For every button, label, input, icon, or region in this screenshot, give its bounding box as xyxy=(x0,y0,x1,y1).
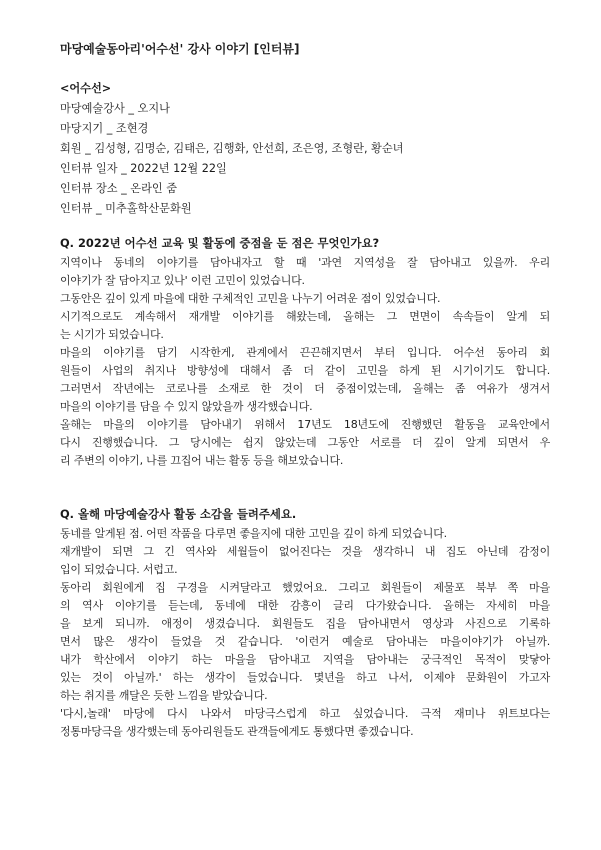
info-line-instructor: 마당예술강사 _ 오지나 xyxy=(60,102,170,115)
answer-line: 을 보게 되니까. 애정이 생겼습니다. 회원들도 집을 담아내면서 영상과 사진으로 기록하 xyxy=(60,617,550,630)
info-line-date: 인터뷰 일자 _ 2022년 12월 22일 xyxy=(60,162,227,175)
interview-info xyxy=(60,79,403,219)
question-2: Q. 올해 마당예술강사 활동 소감을 들려주세요. xyxy=(60,507,297,521)
answer-line: 이야기가 잘 담아지고 있나' 이런 고민이 있었습니다. xyxy=(60,274,305,287)
info-line-place: 인터뷰 장소 _ 온라인 줌 xyxy=(60,182,178,195)
info-line-keeper: 마당지기 _ 조현경 xyxy=(60,122,149,135)
answer-line: 마을의 이야기를 담을 수 있지 않았을까 생각했습니다. xyxy=(60,400,313,413)
answer-line: 정통마당극을 생각했는데 동아리원들도 관객들에게도 통했다면 좋겠습니다. xyxy=(60,725,414,738)
answer-line: 동네를 알게된 점. 어떤 작품을 다루면 좋을지에 대한 고민을 깊이 하게 되었습니다. xyxy=(60,527,447,540)
answer-line: 다시 진행했습니다. 그 당시에는 쉽지 않았는데 그동안 서로를 더 깊이 알게 되면서 우 xyxy=(60,436,550,449)
answer-line: 그동안은 깊이 있게 마을에 대한 구체적인 고민을 나누기 어려운 점이 있었습니다. xyxy=(60,292,441,305)
answer-line: 면서 많은 생각이 들었을 것 같습니다. '이런거 예술로 담아내는 마을이야기가 아닐까. xyxy=(60,635,550,648)
answer-line: 의 역사 이야기를 듣는데, 동네에 대한 감흥이 글리 다가왔습니다. 올해는 자세히 마을 xyxy=(60,599,550,612)
question-1: Q. 2022년 어수선 교육 및 활동에 중점을 둔 점은 무엇인가요? xyxy=(60,236,380,250)
answer-line: '다시,놀래' 마당에 다시 나와서 마당극스럽게 하고 싶었습니다. 극적 재미나 위트보다는 xyxy=(60,707,550,720)
answer-line: 하는 취지를 깨달은 듯한 느낌을 받았습니다. xyxy=(60,689,268,702)
answer-line: 원들이 사업의 취지나 방향성에 대해서 좀 더 같이 고민을 하게 된 시기이기도 합니다. xyxy=(60,364,550,377)
answer-line: 는 시기가 되었습니다. xyxy=(60,328,164,341)
answer-line: 내가 학산에서 이야기 하는 마을을 담아내고 지역을 담아내는 궁극적인 목적이 맞닿아 xyxy=(60,653,550,666)
info-line-interviewer: 인터뷰 _ 미추홀학산문화원 xyxy=(60,202,192,215)
qa-section-1 xyxy=(60,232,550,470)
group-name-heading: <어수선> xyxy=(60,82,112,95)
answer-line: 시기적으로도 계속해서 재개발 이야기를 해왔는데, 올해는 그 면면이 속속들이 알게 되 xyxy=(60,310,550,323)
answer-line: 지역이나 동네의 이야기를 담아내자고 할 때 '과연 지역성을 잘 담아내고 있을까. 우리 xyxy=(60,256,550,269)
info-line-members: 회원 _ 김성형, 김명순, 김태은, 김행화, 안선희, 조은영, 조형란, 황순녀 xyxy=(60,142,404,155)
answer-line: 동아리 회원에게 집 구경을 시켜달라고 했었어요. 그리고 회원들이 제물포 북부 쪽 마을 xyxy=(60,581,550,594)
answer-line: 있는 것이 아닐까.' 하는 생각이 들었습니다. 몇년을 하고 나서, 이제야 문화원이 가고자 xyxy=(60,671,550,684)
answer-line: 올해는 마을의 이야기를 담아내기 위해서 17년도 18년도에 진행했던 활동을 교육안에서 xyxy=(60,418,550,431)
answer-line: 입이 되었습니다. 서럽고. xyxy=(60,563,178,576)
document-title: 마당예술동아리'어수선' 강사 이야기 [인터뷰] xyxy=(60,42,300,56)
answer-line: 재개발이 되면 그 긴 역사와 세월들이 없어진다는 것을 생각하니 내 집도 아닌데 감정이 xyxy=(60,545,550,558)
answer-line: 마을의 이야기를 담기 시작한게, 관계에서 끈끈해지면서 부터 입니다. 어수선 동아리 회 xyxy=(60,346,550,359)
answer-line: 리 주변의 이야기, 나를 끄집어 내는 활동 등을 해보았습니다. xyxy=(60,454,344,467)
answer-line: 그러면서 작년에는 코로나를 소재로 한 것이 더 중점이었는데, 올해는 좀 여유가 생겨서 xyxy=(60,382,550,395)
qa-section-2 xyxy=(60,503,550,741)
